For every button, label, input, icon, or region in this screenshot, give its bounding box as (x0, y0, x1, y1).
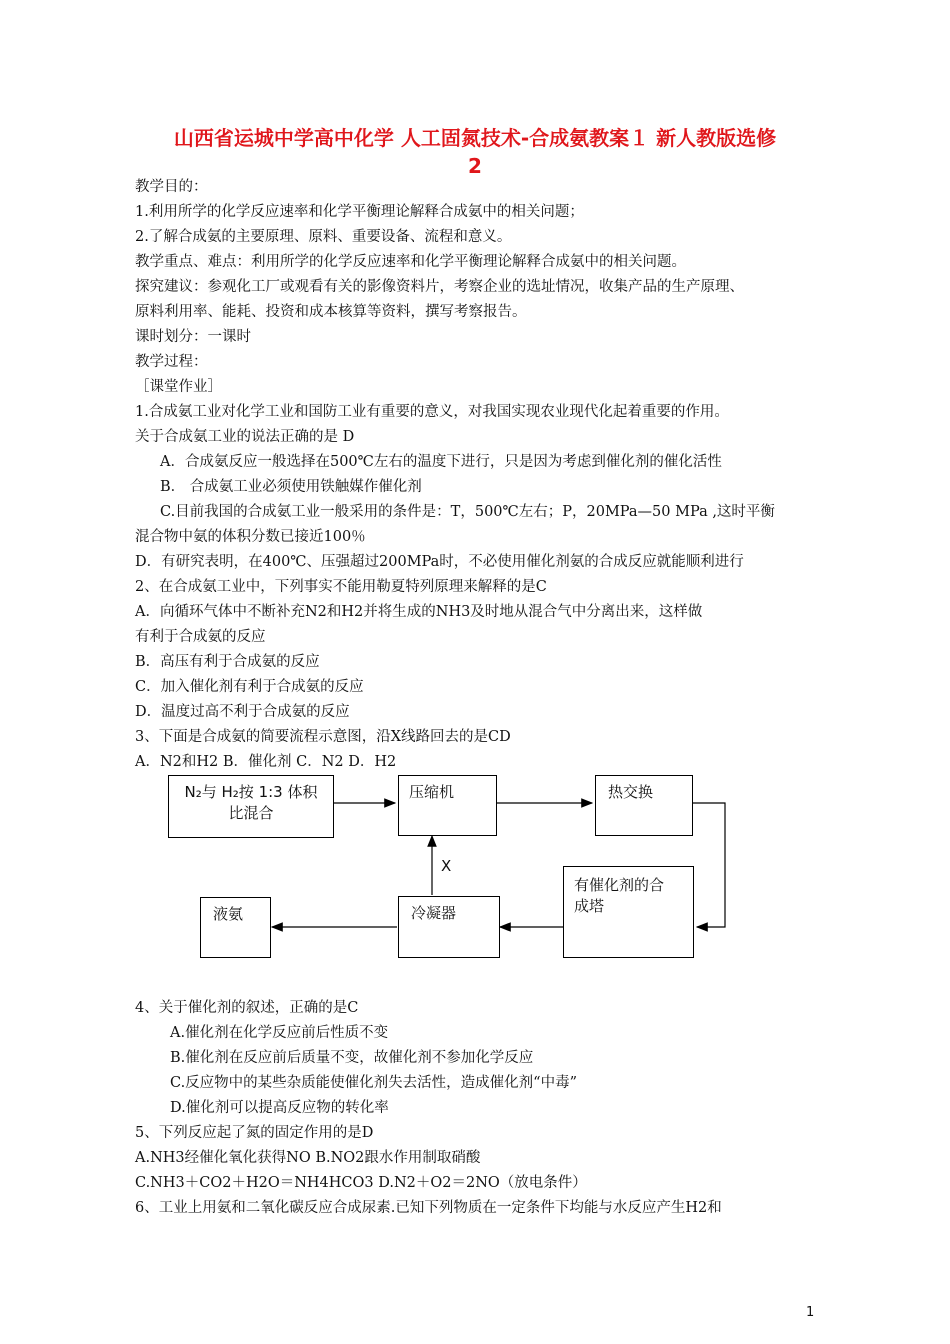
text-line: B．高压有利于合成氨的反应 (135, 654, 320, 670)
text-line: D.催化剂可以提高反应物的转化率 (170, 1100, 389, 1116)
compressor-box (398, 775, 497, 836)
title-line-2: 2 (468, 154, 482, 178)
text-line: B． 合成氨工业必须使用铁触媒作催化剂 (160, 479, 422, 495)
compressor-label: 压缩机 (409, 783, 455, 801)
text-line: B.催化剂在反应前后质量不变，故催化剂不参加化学反应 (170, 1050, 534, 1066)
text-line: 教学重点、难点：利用所学的化学反应速率和化学平衡理论解释合成氨中的相关问题。 (135, 254, 686, 270)
tower-label-2: 成塔 (574, 897, 605, 915)
heat-exchange-label: 热交换 (608, 783, 654, 801)
text-line: 3、下面是合成氨的简要流程示意图，沿X线路回去的是CD (135, 729, 511, 745)
text-line: C.NH3＋CO2＋H2O＝NH4HCO3 D.N2＋O2＝2NO（放电条件） (135, 1175, 587, 1191)
tower-label-1: 有催化剂的合 (574, 876, 665, 894)
text-line: 6、工业上用氨和二氧化碳反应合成尿素.已知下列物质在一定条件下均能与水反应产生H2和 (135, 1200, 722, 1216)
text-line: A．N2和H2 B．催化剂 C．N2 D．H2 (135, 754, 397, 770)
text-line: A．向循环气体中不断补充N2和H2并将生成的NH3及时地从混合气中分离出来，这样做 (135, 604, 703, 620)
text-line: 教学过程： (135, 354, 208, 370)
text-line: 5、下列反应起了氮的固定作用的是D (135, 1125, 374, 1141)
text-line: 混合物中氨的体积分数已接近100％ (135, 529, 366, 545)
heat-exchange-box (595, 775, 693, 836)
x-route-label: X (441, 857, 452, 875)
mix-box (168, 775, 334, 838)
liquid-ammonia-label: 液氨 (213, 905, 244, 923)
condenser-label: 冷凝器 (411, 904, 457, 922)
text-line: 4、关于催化剂的叙述，正确的是C (135, 1000, 359, 1016)
text-line: 2.了解合成氨的主要原理、原料、重要设备、流程和意义。 (135, 229, 512, 245)
arrow-heat-to-tower (693, 803, 725, 927)
page-number: 1 (806, 1305, 815, 1320)
text-line: C．加入催化剂有利于合成氨的反应 (135, 679, 364, 695)
text-line: 探究建议：参观化工厂或观看有关的影像资料片，考察企业的选址情况，收集产品的生产原理、 (135, 279, 744, 295)
text-line: C.目前我国的合成氨工业一般采用的条件是：T，500℃左右；P，20MPa—50 MPa ,这时平衡 (160, 504, 775, 520)
text-line: 有利于合成氨的反应 (135, 629, 266, 645)
title-line-1: 山西省运城中学高中化学 人工固氮技术-合成氨教案１ 新人教版选修 (173, 126, 777, 150)
text-line: A．合成氨反应一般选择在500℃左右的温度下进行，只是因为考虑到催化剂的催化活性 (160, 454, 722, 470)
liquid-ammonia-box (200, 897, 271, 958)
text-line: 原料利用率、能耗、投资和成本核算等资料，撰写考察报告。 (135, 304, 527, 320)
text-line: C.反应物中的某些杂质能使催化剂失去活性，造成催化剂“中毒” (170, 1075, 578, 1091)
text-line: 关于合成氨工业的说法正确的是 D (135, 429, 355, 445)
text-line: 1.合成氨工业对化学工业和国防工业有重要的意义，对我国实现农业现代化起着重要的作用。 (135, 404, 729, 420)
text-line: 1.利用所学的化学反应速率和化学平衡理论解释合成氨中的相关问题； (135, 204, 584, 220)
text-line: A.NH3经催化氧化获得NO B.NO2跟水作用制取硝酸 (135, 1150, 481, 1166)
text-line: 课时划分：一课时 (135, 329, 251, 345)
synthesis-tower-box (563, 866, 694, 958)
text-line: A.催化剂在化学反应前后性质不变 (170, 1025, 389, 1041)
text-line: 2、在合成氨工业中，下列事实不能用勒夏特列原理来解释的是C (135, 579, 547, 595)
mix-label-1: N₂与 H₂按 1:3 体积 (184, 783, 318, 801)
mix-label-2: 比混合 (228, 804, 274, 822)
text-line: D．有研究表明，在400℃、压强超过200MPa时，不必使用催化剂氨的合成反应就能顺利进行 (135, 554, 744, 570)
text-line: D．温度过高不利于合成氨的反应 (135, 704, 350, 720)
text-line: 教学目的： (135, 179, 208, 195)
condenser-box (398, 896, 500, 958)
text-line: ［课堂作业］ (135, 379, 222, 395)
